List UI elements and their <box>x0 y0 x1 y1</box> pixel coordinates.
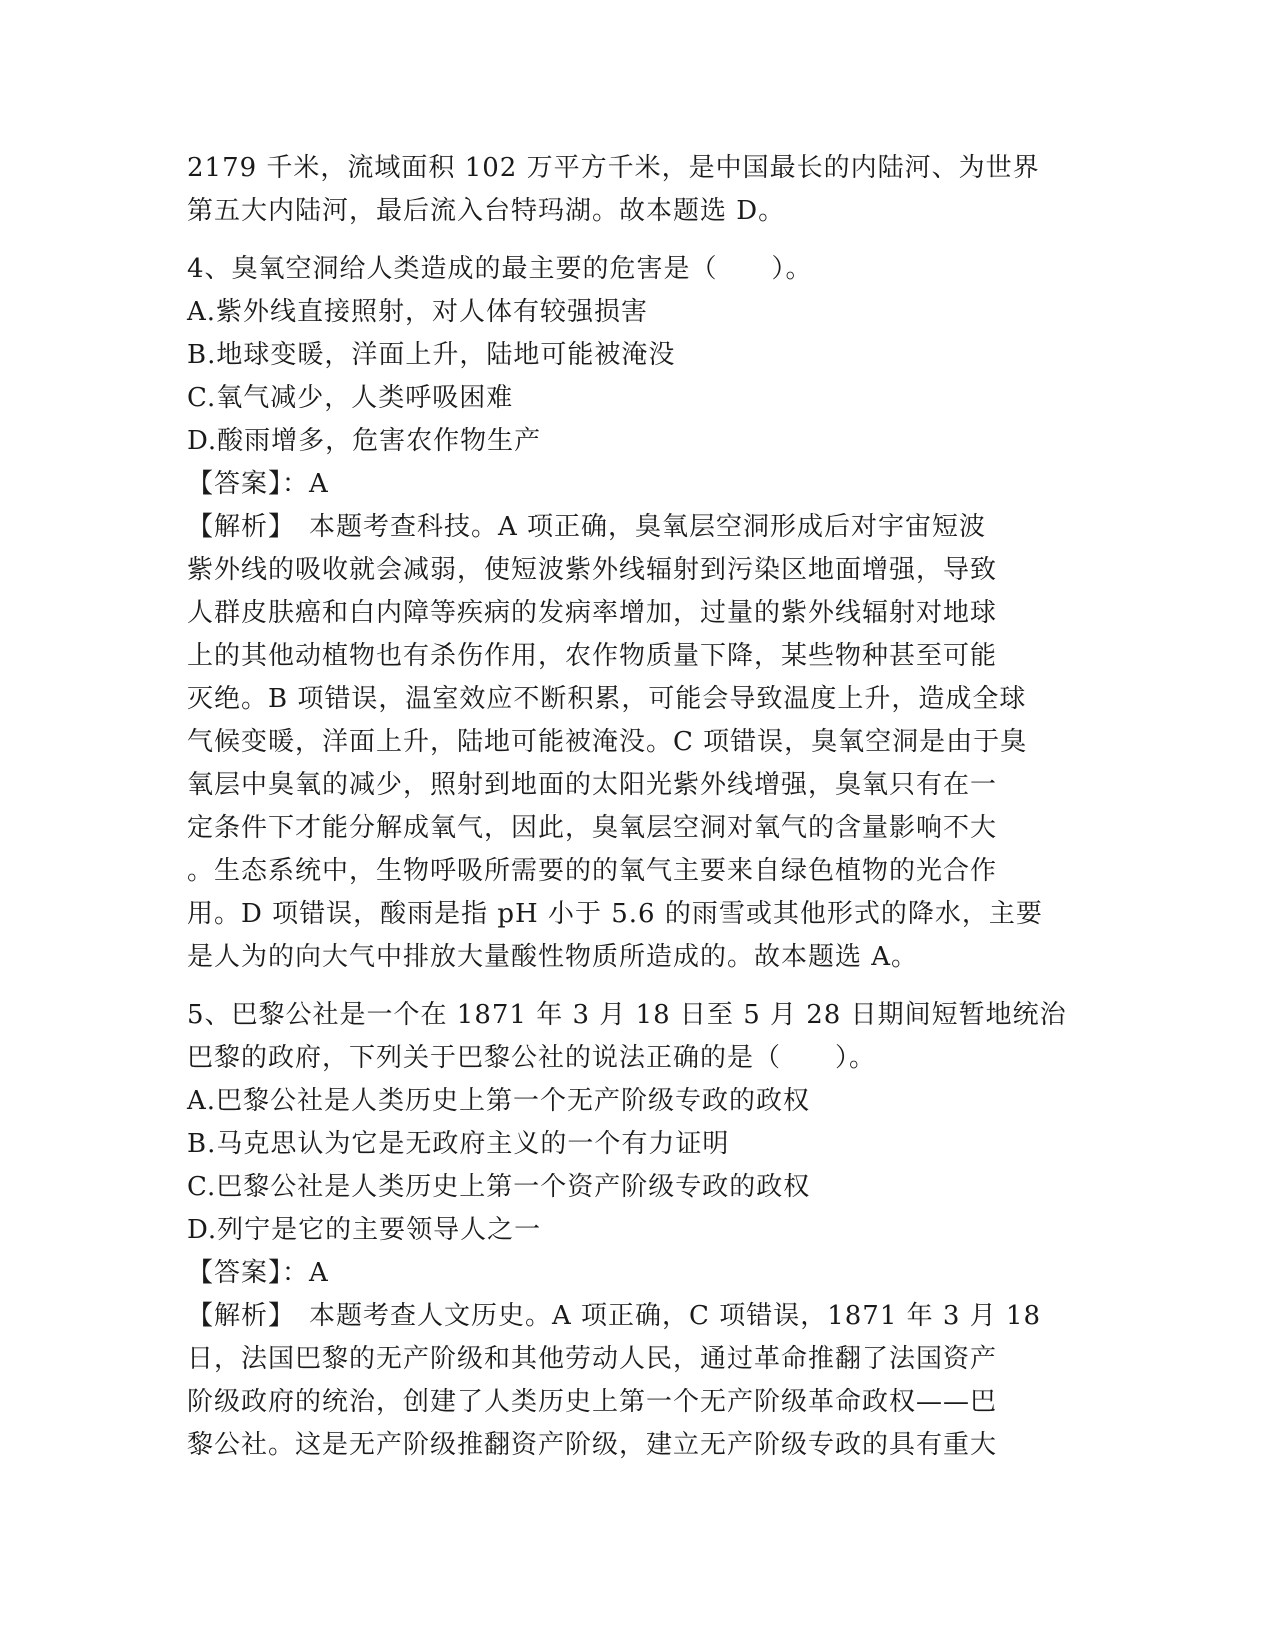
option-a: A.紫外线直接照射，对人体有较强损害 <box>187 297 649 327</box>
option-d: D.酸雨增多，危害农作物生产 <box>187 426 542 456</box>
option-c: C.巴黎公社是人类历史上第一个资产阶级专政的政权 <box>187 1172 811 1202</box>
previous-answer-tail <box>187 147 1087 233</box>
text-line: 2179 千米，流域面积 102 万平方千米，是中国最长的内陆河、为世界 <box>187 153 1040 183</box>
analysis-line: 日，法国巴黎的无产阶级和其他劳动人民，通过革命推翻了法国资产 <box>187 1344 998 1374</box>
option-a: A.巴黎公社是人类历史上第一个无产阶级专政的政权 <box>187 1086 811 1116</box>
analysis-line: 紫外线的吸收就会减弱，使短波紫外线辐射到污染区地面增强，导致 <box>187 555 998 585</box>
question-text: 4、臭氧空洞给人类造成的最主要的危害是（ ）。 <box>187 254 813 284</box>
question-5 <box>187 994 1087 1467</box>
analysis-line: 用。D 项错误，酸雨是指 pH 小于 5.6 的雨雪或其他形式的降水，主要 <box>187 899 1043 929</box>
question-text: 巴黎的政府，下列关于巴黎公社的说法正确的是（ ）。 <box>187 1043 877 1073</box>
answer-line: 【答案】：A <box>187 1258 329 1288</box>
question-4 <box>187 248 1087 979</box>
option-b: B.马克思认为它是无政府主义的一个有力证明 <box>187 1129 730 1159</box>
spacer <box>187 233 1087 248</box>
option-c: C.氧气减少，人类呼吸困难 <box>187 383 514 413</box>
analysis-line: 氧层中臭氧的减少，照射到地面的太阳光紫外线增强，臭氧只有在一 <box>187 770 998 800</box>
analysis-line: 灭绝。B 项错误，温室效应不断积累，可能会导致温度上升，造成全球 <box>187 684 1027 714</box>
analysis-line: 气候变暖，洋面上升，陆地可能被淹没。C 项错误，臭氧空洞是由于臭 <box>187 727 1028 757</box>
spacer <box>187 979 1087 994</box>
analysis-line: 【解析】 本题考查人文历史。A 项正确，C 项错误，1871 年 3 月 18 <box>187 1301 1042 1331</box>
answer-line: 【答案】：A <box>187 469 329 499</box>
analysis-line: 上的其他动植物也有杀伤作用，农作物质量下降，某些物种甚至可能 <box>187 641 998 671</box>
analysis-line: 人群皮肤癌和白内障等疾病的发病率增加，过量的紫外线辐射对地球 <box>187 598 998 628</box>
analysis-line: 是人为的向大气中排放大量酸性物质所造成的。故本题选 A。 <box>187 942 919 972</box>
analysis-line: 。生态系统中，生物呼吸所需要的的氧气主要来自绿色植物的光合作 <box>187 856 998 886</box>
analysis-line: 定条件下才能分解成氧气，因此，臭氧层空洞对氧气的含量影响不大 <box>187 813 998 843</box>
option-d: D.列宁是它的主要领导人之一 <box>187 1215 542 1245</box>
analysis-line: 黎公社。这是无产阶级推翻资产阶级，建立无产阶级专政的具有重大 <box>187 1430 998 1460</box>
question-text: 5、巴黎公社是一个在 1871 年 3 月 18 日至 5 月 28 日期间短暂地统治 <box>187 1000 1067 1030</box>
analysis-line: 阶级政府的统治，创建了人类历史上第一个无产阶级革命政权——巴 <box>187 1387 998 1417</box>
analysis-line: 【解析】 本题考查科技。A 项正确，臭氧层空洞形成后对宇宙短波 <box>187 512 987 542</box>
page-content <box>187 147 1087 1467</box>
text-line: 第五大内陆河，最后流入台特玛湖。故本题选 D。 <box>187 196 786 226</box>
option-b: B.地球变暖，洋面上升，陆地可能被淹没 <box>187 340 676 370</box>
